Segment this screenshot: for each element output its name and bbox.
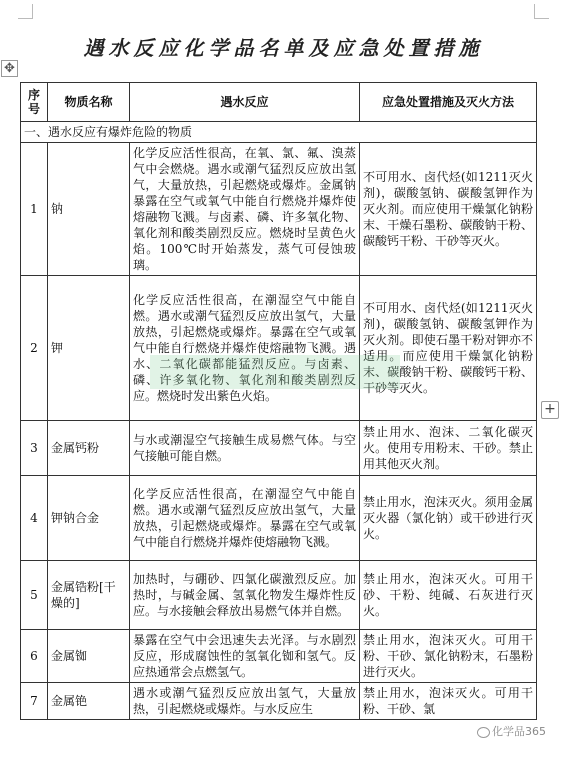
row-measures: 不可用水、卤代烃(如1211灭火剂)，碳酸氢钠、碳酸氢钾作为灭火剂。即使石墨干粉对钾亦不适用。而应使用干燥氯化钠粉末、碳酸钠干粉、碳酸钙干粉、干砂等灭火。 [360, 276, 537, 421]
table-row [21, 561, 537, 630]
header-measures: 应急处置措施及灭火方法 [360, 83, 537, 122]
header-name: 物质名称 [48, 83, 130, 122]
row-no: 2 [21, 276, 48, 421]
row-reaction: 与水或潮湿空气接触生成易燃气体。与空气接触可能自燃。 [130, 421, 360, 476]
chemical-table [20, 82, 537, 720]
header-no: 序号 [21, 83, 48, 122]
row-name: 金属铯 [48, 683, 130, 720]
table-row [21, 143, 537, 276]
row-no: 3 [21, 421, 48, 476]
row-no: 4 [21, 476, 48, 561]
row-no: 5 [21, 561, 48, 630]
table-row [21, 476, 537, 561]
table-row [21, 421, 537, 476]
row-name: 钾 [48, 276, 130, 421]
row-measures: 禁止用水，泡沫灭火。可用干粉、干砂、氯化钠粉末，石墨粉进行灭火。 [360, 630, 537, 683]
wechat-icon [477, 727, 490, 738]
row-name: 钾钠合金 [48, 476, 130, 561]
row-reaction: 化学反应活性很高，在潮湿空气中能自燃。遇水或潮气猛烈反应放出氢气，大量放热，引起燃烧或爆炸。暴露在空气或氧气中能自行燃烧并爆炸使熔融物飞溅。遇水、二氧化碳都能猛烈反应。与卤素、磷、许多氧化物、氧化剂和酸类剧烈反应。燃烧时发出紫色火焰。 [130, 276, 360, 421]
row-measures: 禁止用水，泡沫灭火。可用干砂、干粉、纯碱、石灰进行灭火。 [360, 561, 537, 630]
table-move-handle-icon[interactable]: ✥ [1, 60, 18, 77]
account-name: 化学品365 [492, 725, 546, 738]
row-reaction: 加热时，与硼砂、四氯化碳激烈反应。加热时，与碱金属、氢氧化物发生爆炸性反应。与水接触会释放出易燃气体并自燃。 [130, 561, 360, 630]
row-name: 金属铷 [48, 630, 130, 683]
table-header-row [21, 83, 537, 122]
table-row [21, 683, 537, 720]
row-measures: 禁止用水、泡沫、二氧化碳灭火。使用专用粉末、干砂。禁止用其他灭火剂。 [360, 421, 537, 476]
row-reaction: 化学反应活性很高，在潮湿空气中能自燃。遇水或潮气猛烈反应放出氢气，大量放热，引起燃烧或爆炸。暴露在空气或氧气中能自行燃烧并爆炸使熔融物飞溅。 [130, 476, 360, 561]
row-name: 钠 [48, 143, 130, 276]
row-reaction: 遇水或潮气猛烈反应放出氢气，大量放热，引起燃烧或爆炸。与水反应生 [130, 683, 360, 720]
row-measures: 不可用水、卤代烃(如1211灭火剂)，碳酸氢钠、碳酸氢钾作为灭火剂。而应使用干燥氯化钠粉末、干燥石墨粉、碳酸钠干粉、碳酸钙干粉、干砂等灭火。 [360, 143, 537, 276]
row-name: 金属钙粉 [48, 421, 130, 476]
row-no: 1 [21, 143, 48, 276]
row-no: 7 [21, 683, 48, 720]
add-column-icon[interactable]: + [541, 401, 559, 419]
row-measures: 禁止用水，泡沫灭火。可用干粉、干砂、氯 [360, 683, 537, 720]
section-row [21, 122, 537, 143]
row-reaction: 暴露在空气中会迅速失去光泽。与水剧烈反应，形成腐蚀性的氢氧化铷和氢气。反应热通常会点燃氢气。 [130, 630, 360, 683]
row-name: 金属锆粉[干燥的] [48, 561, 130, 630]
table-row [21, 630, 537, 683]
account-watermark [477, 723, 546, 739]
page-corner-mark-left [18, 4, 33, 19]
row-no: 6 [21, 630, 48, 683]
page-corner-mark-right [534, 4, 549, 19]
row-reaction: 化学反应活性很高，在氧、氯、氟、溴蒸气中会燃烧。遇水或潮气猛烈反应放出氢气，大量放热，引起燃烧或爆炸。金属钠暴露在空气或氧气中能自行燃烧并爆炸使熔融物飞溅。与卤素、磷、许多氧化物、氧化剂和酸类剧烈反应。燃烧时呈黄色火焰。100℃时开始蒸发，蒸气可侵蚀玻璃。 [130, 143, 360, 276]
table-row [21, 276, 537, 421]
document-title: 遇水反应化学品名单及应急处置措施 [83, 36, 484, 60]
section-title: 一、遇水反应有爆炸危险的物质 [21, 122, 537, 143]
row-measures: 禁止用水，泡沫灭火。须用金属灭火器（氯化钠）或干砂进行灭火。 [360, 476, 537, 561]
header-reaction: 遇水反应 [130, 83, 360, 122]
